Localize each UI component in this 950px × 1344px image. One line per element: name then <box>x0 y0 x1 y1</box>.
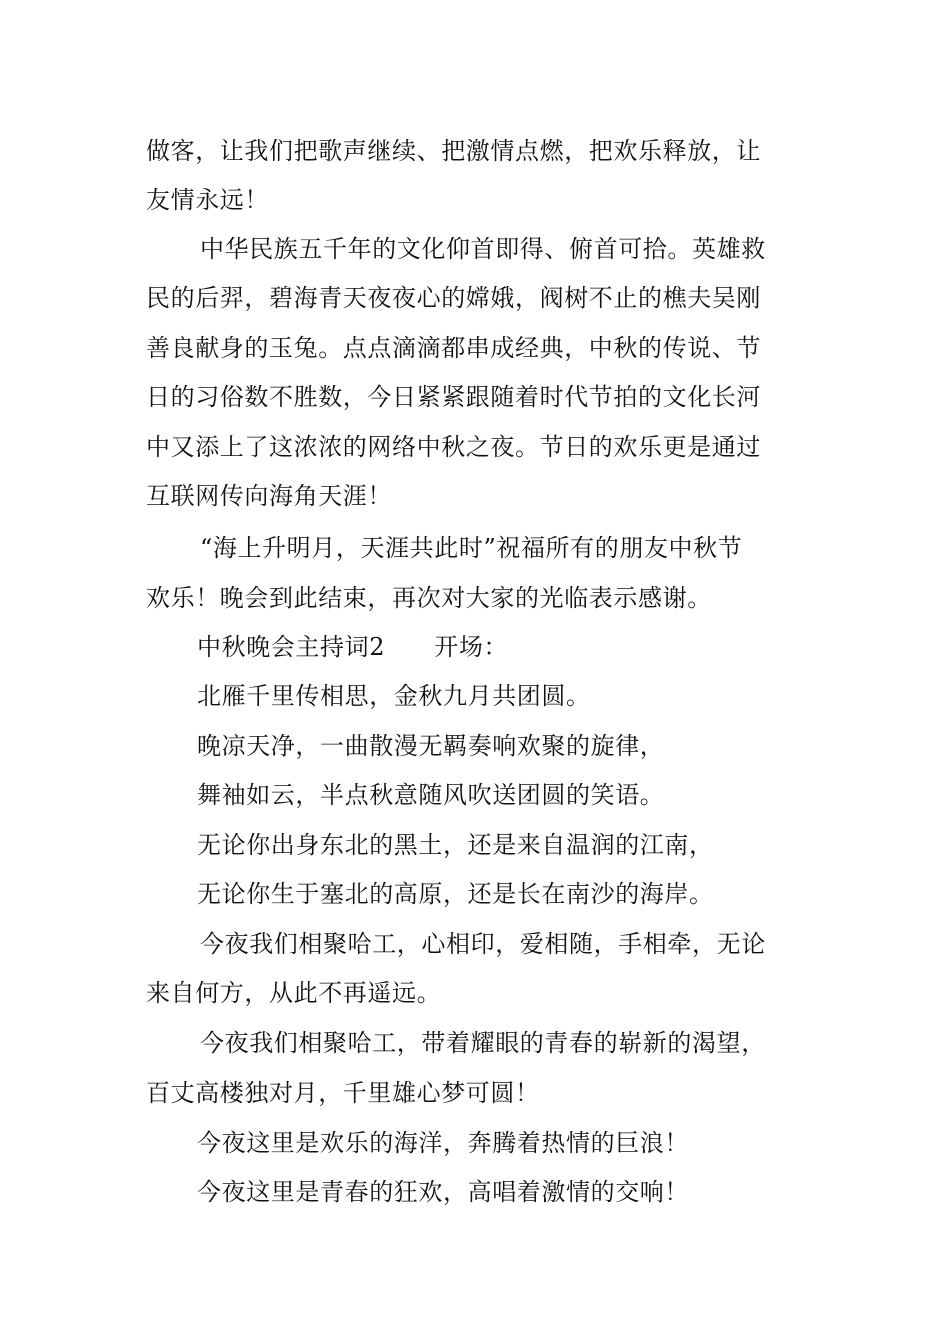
text-line: 中华民族五千年的文化仰首即得、俯首可拾。英雄救 <box>200 235 766 263</box>
text-line: 友情永远！ <box>146 186 269 214</box>
text-line: 欢乐！晚会到此结束，再次对大家的光临表示感谢。 <box>146 584 712 612</box>
text-line: 今夜这里是青春的狂欢，高唱着激情的交响！ <box>197 1178 689 1206</box>
text-line: 民的后羿，碧海青天夜夜心的嫦娥，阀树不止的樵夫吴刚 <box>146 284 761 312</box>
text-line: 晚凉天净，一曲散漫无羁奏响欢聚的旋律， <box>197 732 665 760</box>
text-line: 北雁千里传相思，金秋九月共团圆。 <box>197 682 591 710</box>
section-heading: 中秋晚会主持词2 开场： <box>197 633 509 661</box>
text-line: 中又添上了这浓浓的网络中秋之夜。节日的欢乐更是通过 <box>146 433 761 461</box>
text-line: 善良献身的玉兔。点点滴滴都串成经典，中秋的传说、节 <box>146 334 761 362</box>
text-line: 来自何方，从此不再遥远。 <box>146 979 442 1007</box>
text-line: 舞袖如云，半点秋意随风吹送团圆的笑语。 <box>197 781 665 809</box>
text-line: 今夜这里是欢乐的海洋，奔腾着热情的巨浪！ <box>197 1129 689 1157</box>
text-line: 百丈高楼独对月，千里雄心梦可圆！ <box>146 1079 540 1107</box>
text-line: 互联网传向海角天涯！ <box>146 482 392 510</box>
text-line: 今夜我们相聚哈工，带着耀眼的青春的崭新的渴望， <box>200 1029 766 1057</box>
text-line: 日的习俗数不胜数，今日紧紧跟随着时代节拍的文化长河 <box>146 383 761 411</box>
text-line: 今夜我们相聚哈工，心相印，爱相随，手相牵，无论 <box>200 930 766 958</box>
text-line: 做客，让我们把歌声继续、把激情点燃，把欢乐释放，让 <box>146 137 761 165</box>
text-line: 无论你出身东北的黑土，还是来自温润的江南， <box>197 831 714 859</box>
text-line: 无论你生于塞北的高原，还是长在南沙的海岸。 <box>197 880 714 908</box>
text-line: “海上升明月，天涯共此时”祝福所有的朋友中秋节 <box>200 534 743 562</box>
